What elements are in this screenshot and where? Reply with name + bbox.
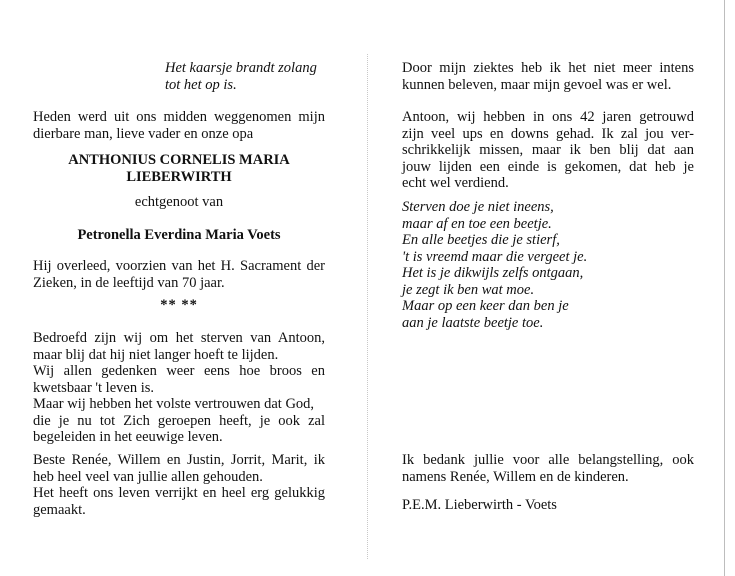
text-line: Bedroefd zijn wij om het sterven van Antoon,	[33, 330, 325, 346]
text-line: die je nu tot Zich geroepen heeft, je ook zal	[33, 412, 325, 429]
text-line: Wij allen gedenken weer eens hoe broos en	[33, 363, 325, 379]
separator-stars: ** **	[160, 297, 198, 313]
illness-paragraph	[402, 60, 694, 93]
text-line: begeleiden in het eeuwige leven.	[33, 429, 223, 445]
poem-line: Sterven doe je niet ineens,	[402, 199, 554, 215]
text-line: Antoon, wij hebben in ons 42 jaren getrouwd	[402, 109, 694, 125]
text-line: kunnen beleven, maar mijn gevoel was er wel.	[402, 76, 672, 93]
poem-line: aan je laatste beetje toe.	[402, 314, 544, 331]
family-paragraph	[33, 452, 325, 518]
thanks-paragraph	[402, 452, 694, 485]
fold-divider	[367, 54, 368, 559]
signature: P.E.M. Lieberwirth - Voets	[402, 497, 557, 513]
text-line: gemaakt.	[33, 501, 86, 518]
poem-line: je zegt ik ben wat moe.	[402, 281, 535, 298]
card-edge	[724, 0, 725, 576]
text-line: Maar wij hebben het volste vertrouwen dat God,	[33, 396, 315, 412]
deceased-name-line: ANTHONIUS CORNELIS MARIA	[68, 152, 290, 168]
right-page	[402, 0, 694, 576]
poem-line: Het is je dikwijls zelfs ontgaan,	[402, 265, 584, 281]
poem	[402, 199, 694, 331]
text-line: heb heel veel van jullie allen gehouden.	[33, 468, 263, 485]
poem-line: maar af en toe een beetje.	[402, 215, 552, 232]
text-line: Ik bedank jullie voor alle belangstelling, ook	[402, 452, 694, 468]
poem-line: En alle beetjes die je stierf,	[402, 232, 560, 248]
motto	[165, 60, 335, 93]
text-line: jouw lijden een einde is gekomen, dat heb je	[402, 158, 694, 175]
motto-line: Het kaarsje brandt zolang	[165, 60, 317, 76]
text-line: echt wel verdiend.	[402, 175, 509, 191]
poem-line: Maar op een keer dan ben je	[402, 298, 569, 314]
spouse-name: Petronella Everdina Maria Voets	[77, 227, 281, 243]
text-line: Door mijn ziektes heb ik het niet meer intens	[402, 60, 694, 76]
text-line: Het heeft ons leven verrijkt en heel erg gelukkig	[33, 485, 325, 501]
death-notice: Hij overleed, voorzien van het H. Sacrament der Zieken, in de leeftijd van 70 jaar.	[33, 258, 325, 291]
text-line: maar blij dat hij niet langer hoeft te lijden.	[33, 346, 279, 363]
marriage-paragraph	[402, 109, 694, 192]
text-line: kwetsbaar 't leven is.	[33, 379, 154, 396]
spouse-label: echtgenoot van	[134, 194, 224, 210]
poem-line: 't is vreemd maar die vergeet je.	[402, 248, 588, 265]
grief-paragraph	[33, 330, 325, 446]
text-line: namens Renée, Willem en de kinderen.	[402, 468, 629, 485]
text-line: zijn veel ups en downs gehad. Ik zal jou ver-	[402, 125, 694, 142]
text-line: schrikkelijk missen, maar ik ben blij dat aan	[402, 142, 694, 158]
motto-line: tot het op is.	[165, 76, 237, 93]
deceased-name-line: LIEBERWIRTH	[126, 168, 232, 185]
deceased-name	[33, 152, 325, 185]
intro-text: Heden werd uit ons midden weggenomen mijn dierbare man, lieve vader en onze opa	[33, 109, 325, 142]
left-page	[33, 0, 325, 576]
text-line: Beste Renée, Willem en Justin, Jorrit, Marit, ik	[33, 452, 325, 468]
